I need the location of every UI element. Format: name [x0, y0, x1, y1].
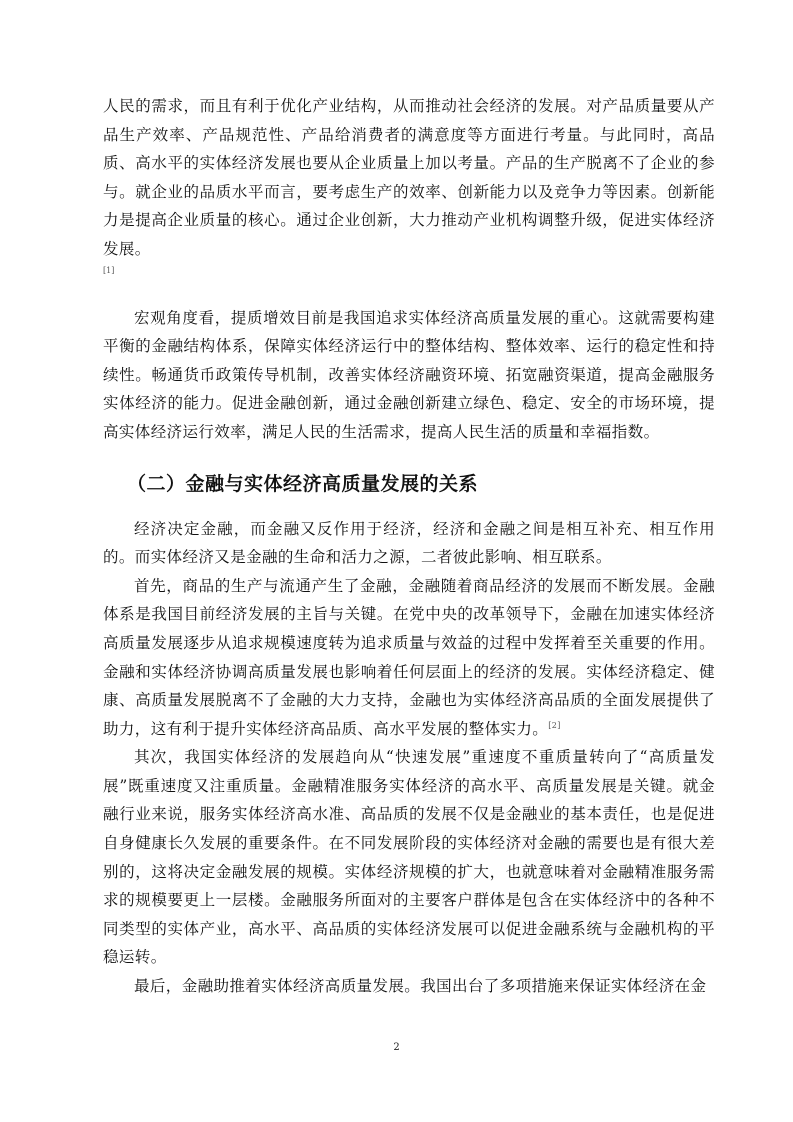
paragraph-text: 宏观角度看，提质增效目前是我国追求实体经济高质量发展的重心。这就需要构建平衡的金融结构体系，保障实体经济运行中的整体结构、整体效率、运行的稳定性和持续性。畅通货币政策传导机制，改善实体经济融资环境、拓宽融资渠道，提高金融服务实体经济的能力。促进金融创新，通过金融创新建立绿色、稳定、安全的市场环境，提高实体经济运行效率，满足人民的生活需求，提高人民生活的质量和幸福指数。 — [103, 308, 715, 441]
spacer — [103, 447, 715, 463]
paragraph-text: 其次，我国实体经济的发展趋向从“快速发展”重速度不重质量转向了“高质量发展”既重速度又注重质量。金融精准服务实体经济的高水平、高质量发展是关键。就金融行业来说，服务实体经济高水准、高品质的发展不仅是金融业的基本责任，也是促进自身健康长久发展的重要条件。在不同发展阶段的实体经济对金融的需要也是有很大差别的，这将决定金融发展的规模。实体经济规模的扩大，也就意味着对金融精准服务需求的规模要更上一层楼。金融服务所面对的主要客户群体是包含在实体经济中的各种不同类型的实体产业，高水平、高品质的实体经济发展可以促进金融系统与金融机构的平稳运转。 — [103, 748, 715, 967]
document-body — [103, 92, 715, 1001]
paragraph-text: 人民的需求，而且有利于优化产业结构，从而推动社会经济的发展。对产品质量要从产品生产效率、产品规范性、产品给消费者的满意度等方面进行考量。与此同时，高品质、高水平的实体经济发展也要从企业质量上加以考量。产品的生产脱离不了企业的参与。就企业的品质水平而言，要考虑生产的效率、创新能力以及竞争力等因素。创新能力是提高企业质量的核心。通过企业创新，大力推动产业机构调整升级，促进实体经济发展。 — [103, 97, 715, 258]
paragraph-last — [103, 972, 715, 1001]
section-heading: （二）金融与实体经济高质量发展的关系 — [127, 472, 479, 495]
paragraph-text: 首先，商品的生产与流通产生了金融，金融随着商品经济的发展而不断发展。金融体系是我国目前经济发展的主旨与关键。在党中央的改革领导下，金融在加速实体经济高质量发展逐步从追求规模速度转为追求质量与效益的过程中发挥着至关重要的作用。金融和实体经济协调高质量发展也影响着任何层面上的经济的发展。实体经济稳定、健康、高质量发展脱离不了金融的大力支持，金融也为实体经济高品质的全面发展提供了助力，这有利于提升实体经济高品质、高水平发展的整体实力。 — [103, 576, 715, 738]
paragraph-continued — [103, 92, 715, 264]
paragraph-macro-view — [103, 304, 715, 447]
page-number: 2 — [393, 1042, 400, 1053]
citation-ref-2: [2] — [548, 720, 561, 730]
citation-ref-1: [1] — [103, 265, 115, 275]
paragraph-first — [103, 572, 715, 744]
spacer — [103, 288, 715, 304]
paragraph-economy-finance — [103, 515, 715, 572]
paragraph-text: 经济决定金融，而金融又反作用于经济，经济和金融之间是相互补充、相互作用的。而实体经济又是金融的生命和活力之源，二者彼此影响、相互联系。 — [103, 519, 715, 567]
paragraph-text: 最后，金融助推着实体经济高质量发展。我国出台了多项措施来保证实体经济在金 — [134, 977, 707, 996]
paragraph-second — [103, 743, 715, 972]
